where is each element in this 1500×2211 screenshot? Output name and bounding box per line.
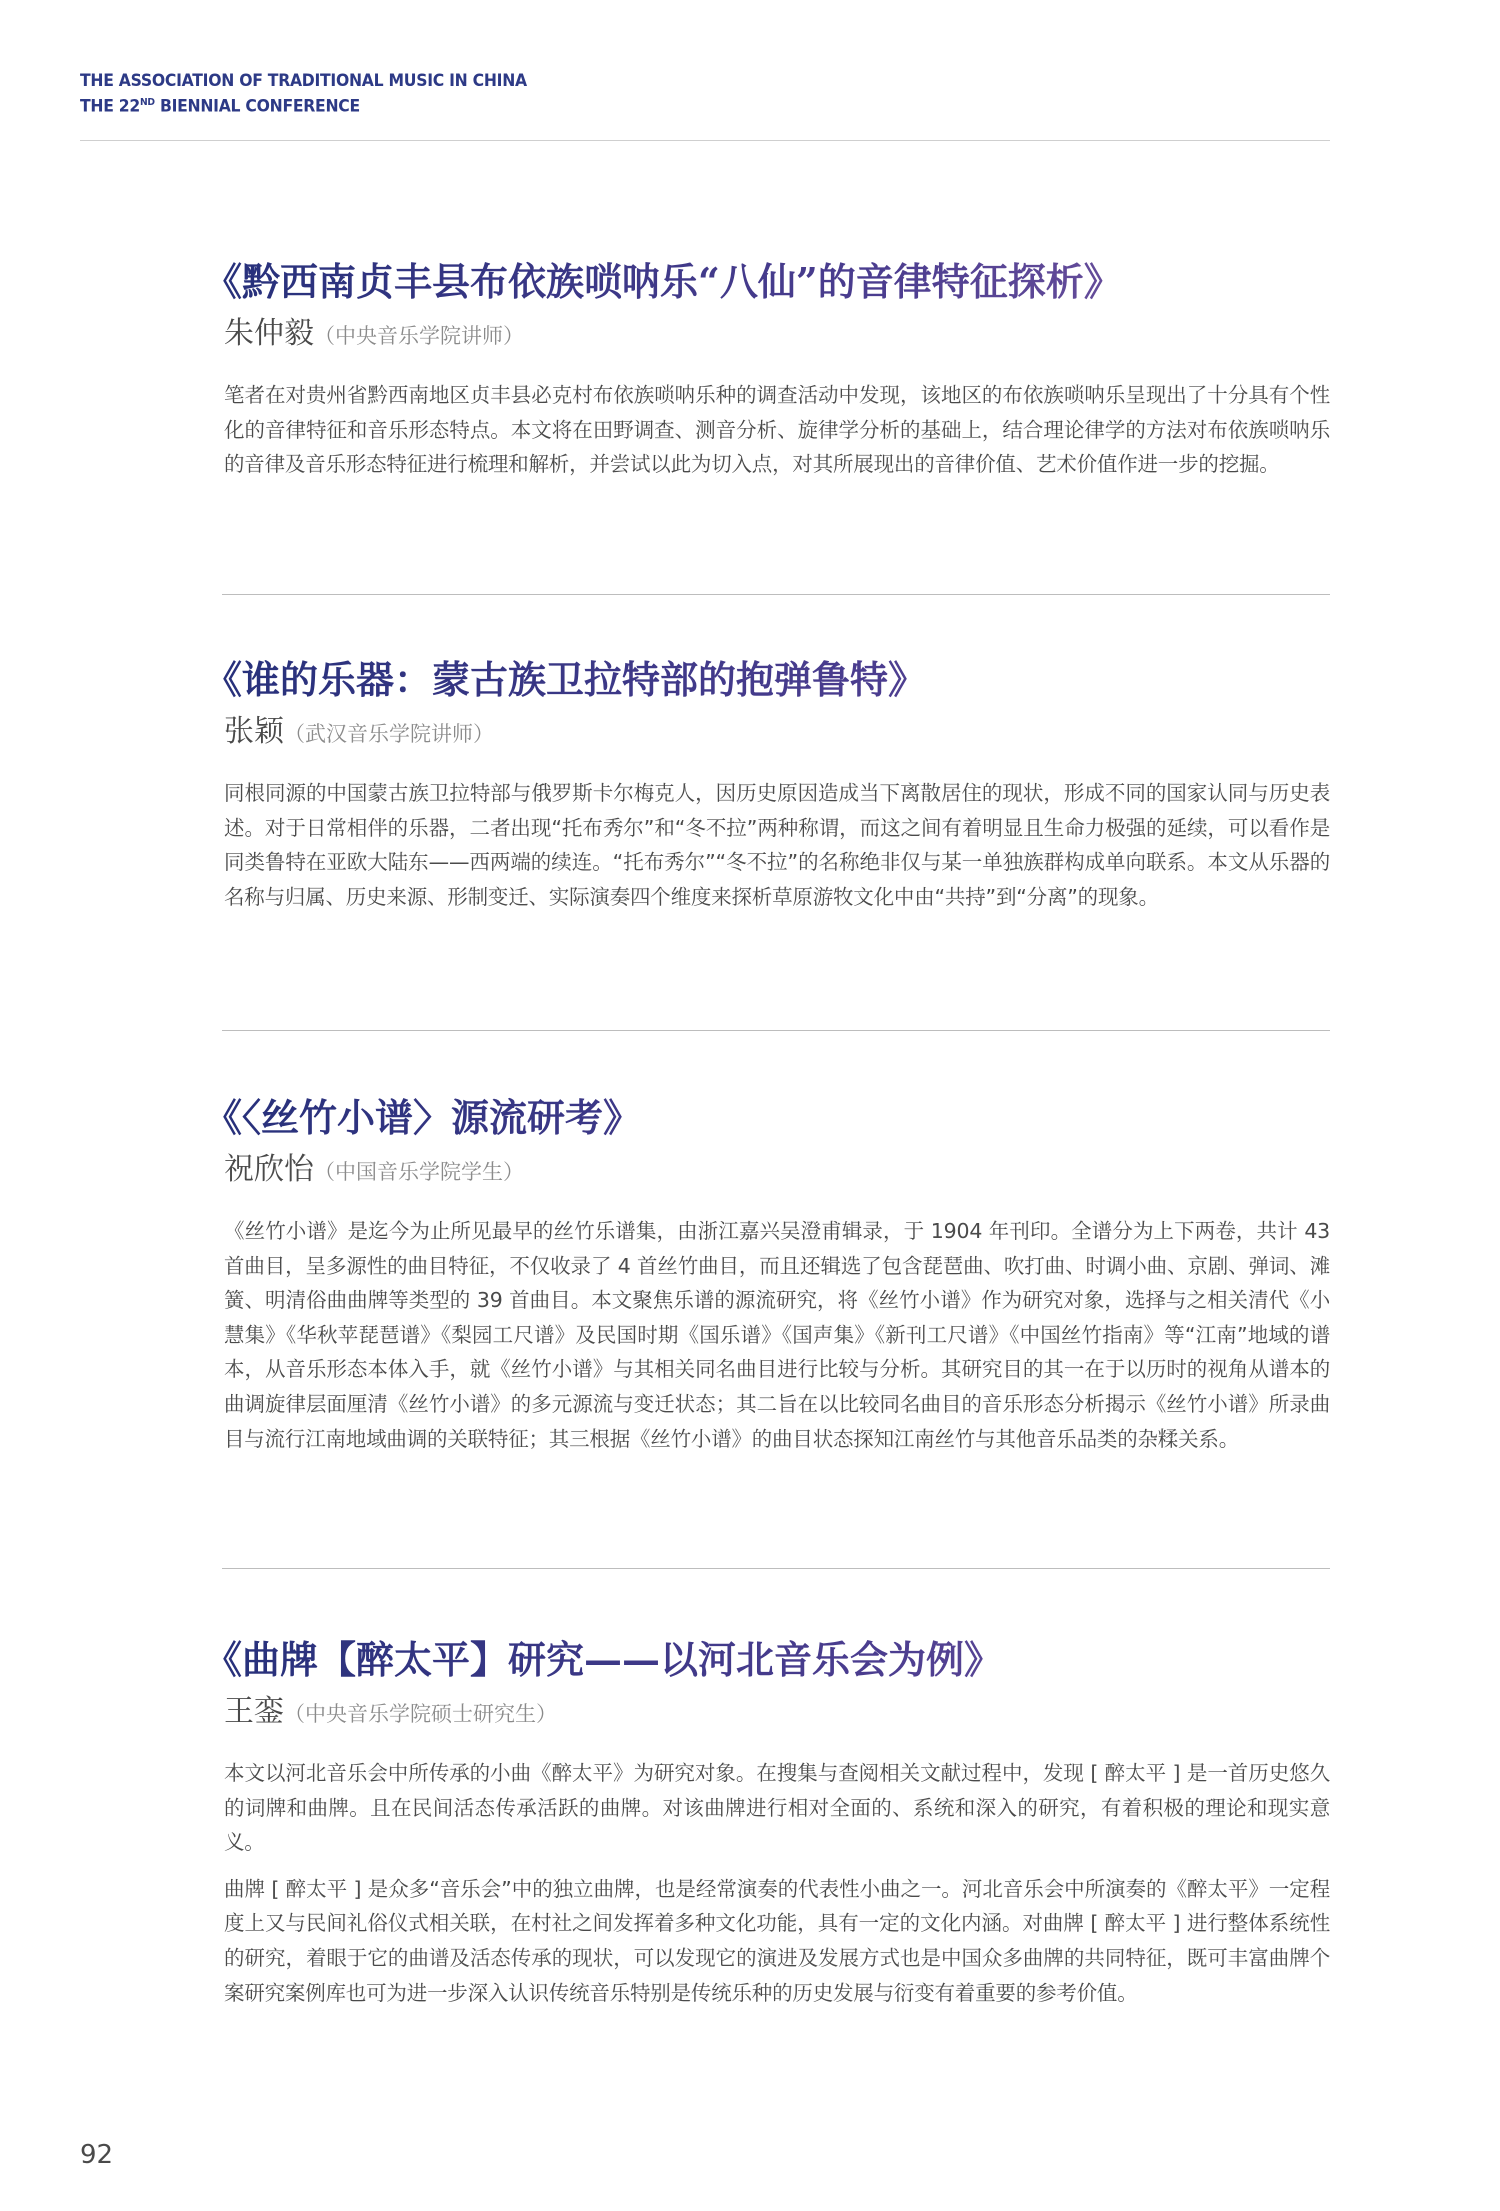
author-line: [224, 712, 1330, 756]
abstract-paragraph: 同根同源的中国蒙古族卫拉特部与俄罗斯卡尔梅克人，因历史原因造成当下离散居住的现状，形成不同的国家认同与历史表述。对于日常相伴的乐器，二者出现“托布秀尔”和“冬不拉”两种称谓，而这之间有着明显且生命力极强的延续，可以看作是同类鲁特在亚欧大陆东——西两端的续连。“托布秀尔”“冬不拉”的名称绝非仅与某一单独族群构成单向联系。本文从乐器的名称与归属、历史来源、形制变迁、实际演奏四个维度来探析草原游牧文化中由“共持”到“分离”的现象。: [224, 781, 1330, 909]
article-3: [204, 1094, 1330, 1456]
author-affiliation: （武汉音乐学院讲师）: [284, 722, 494, 746]
abstract: [224, 1756, 1330, 2010]
page-number: 92: [80, 2140, 114, 2170]
article-4: [204, 1636, 1330, 2010]
header-conference-name: THE 22ND BIENNIAL CONFERENCE: [80, 96, 360, 117]
author-name: 朱仲毅: [224, 316, 314, 351]
author-line: [224, 1692, 1330, 1736]
article-title: 《黔西南贞丰县布依族唢呐乐“八仙”的音律特征探析》: [204, 258, 1330, 306]
article-1: [204, 258, 1330, 482]
article-title: 《曲牌【醉太平】研究——以河北音乐会为例》: [204, 1636, 1330, 1684]
abstract-paragraph: 本文以河北音乐会中所传承的小曲《醉太平》为研究对象。在搜集与查阅相关文献过程中，发现 [ 醉太平 ] 是一首历史悠久的词牌和曲牌。且在民间活态传承活跃的曲牌。对该曲牌进行相对全面的、系统和深入的研究，有着积极的理论和现实意义。: [224, 1761, 1330, 1855]
author-name: 祝欣怡: [224, 1152, 314, 1187]
article-title: 《〈丝竹小谱〉源流研考》: [204, 1094, 1330, 1142]
author-affiliation: （中央音乐学院硕士研究生）: [284, 1702, 557, 1726]
abstract-paragraph: 《丝竹小谱》是迄今为止所见最早的丝竹乐谱集，由浙江嘉兴吴澄甫辑录，于 1904 年刊印。全谱分为上下两卷，共计 43 首曲目，呈多源性的曲目特征，不仅收录了 4 首丝竹曲目，而且还辑选了包含琵琶曲、吹打曲、时调小曲、京剧、弹词、滩簧、明清俗曲曲牌等类型的 39 首曲目。本文聚焦乐谱的源流研究，将《丝竹小谱》作为研究对象，选择与之相关清代《小慧集》《华秋苹琵琶谱》《梨园工尺谱》及民国时期《国乐谱》《国声集》《新刊工尺谱》《中国丝竹指南》等“江南”地域的谱本，从音乐形态本体入手，就《丝竹小谱》与其相关同名曲目进行比较与分析。其研究目的其一在于以历时的视角从谱本的曲调旋律层面厘清《丝竹小谱》的多元源流与变迁状态；其二旨在以比较同名曲目的音乐形态分析揭示《丝竹小谱》所录曲目与流行江南地域曲调的关联特征；其三根据《丝竹小谱》的曲目状态探知江南丝竹与其他音乐品类的杂糅关系。: [224, 1219, 1330, 1451]
abstract-paragraph: 笔者在对贵州省黔西南地区贞丰县必克村布依族唢呐乐种的调查活动中发现，该地区的布依族唢呐乐呈现出了十分具有个性化的音律特征和音乐形态特点。本文将在田野调查、测音分析、旋律学分析的基础上，结合理论律学的方法对布依族唢呐乐的音律及音乐形态特征进行梳理和解析，并尝试以此为切入点，对其所展现出的音律价值、艺术价值作进一步的挖掘。: [224, 383, 1330, 477]
article-2: [204, 656, 1330, 914]
section-divider: [222, 594, 1330, 595]
author-name: 张颖: [224, 714, 284, 749]
author-affiliation: （中国音乐学院学生）: [314, 1160, 524, 1184]
author-name: 王銮: [224, 1694, 284, 1729]
section-divider: [222, 1568, 1330, 1569]
abstract: [224, 1214, 1330, 1456]
author-affiliation: （中央音乐学院讲师）: [314, 324, 524, 348]
author-line: [224, 314, 1330, 358]
abstract-paragraph: 曲牌 [ 醉太平 ] 是众多“音乐会”中的独立曲牌，也是经常演奏的代表性小曲之一。河北音乐会中所演奏的《醉太平》一定程度上又与民间礼俗仪式相关联，在村社之间发挥着多种文化功能，具有一定的文化内涵。对曲牌 [ 醉太平 ] 进行整体系统性的研究，着眼于它的曲谱及活态传承的现状，可以发现它的演进及发展方式也是中国众多曲牌的共同特征，既可丰富曲牌个案研究案例库也可为进一步深入认识传统音乐特别是传统乐种的历史发展与衍变有着重要的参考价值。: [224, 1876, 1330, 2005]
abstract: [224, 776, 1330, 914]
header-association-name: THE ASSOCIATION OF TRADITIONAL MUSIC IN CHINA: [80, 71, 527, 91]
article-title: 《谁的乐器：蒙古族卫拉特部的抱弹鲁特》: [204, 656, 1330, 704]
abstract: [224, 378, 1330, 482]
section-divider: [222, 1030, 1330, 1031]
conference-header: [80, 70, 1330, 141]
author-line: [224, 1150, 1330, 1194]
